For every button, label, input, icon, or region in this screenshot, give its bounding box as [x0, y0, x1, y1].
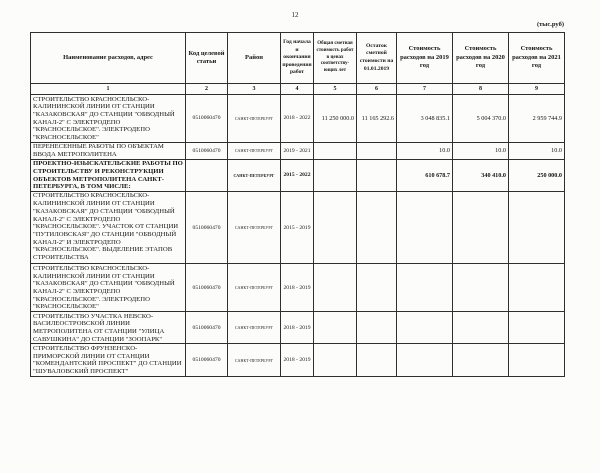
- remaining-cost-cell: [357, 312, 397, 344]
- district-cell: САНКТ-ПЕТЕРБУРГ: [228, 142, 281, 159]
- column-header-cost-2019: Стоимость расходов на 2019 год: [397, 33, 453, 84]
- header-row: [31, 33, 565, 84]
- total-cost-cell: [314, 191, 357, 264]
- expense-name-cell: СТРОИТЕЛЬСТВО ФРУНЗЕНСКО-ПРИМОРСКОЙ ЛИНИИ ОТ СТАНЦИИ "КОМЕНДАНТСКИЙ ПРОСПЕКТ" ДО СТАНЦИИ "ШУВАЛОВСКИЙ ПРОСПЕКТ": [31, 344, 186, 377]
- cost-2020-cell: [453, 264, 509, 312]
- cost-2019-cell: [397, 191, 453, 264]
- column-header-cost-2020: Стоимость расходов на 2020 год: [453, 33, 509, 84]
- years-cell: 2015 - 2022: [281, 159, 314, 191]
- page-number: 12: [291, 11, 299, 19]
- code-cell: 0510060470: [186, 191, 228, 264]
- total-cost-cell: [314, 159, 357, 191]
- code-cell: 0510060470: [186, 344, 228, 377]
- district-cell: САНКТ-ПЕТЕРБУРГ: [228, 95, 281, 143]
- district-cell: САНКТ-ПЕТЕРБУРГ: [228, 191, 281, 264]
- cost-2020-cell: 10.0: [453, 142, 509, 159]
- table-row: [31, 191, 565, 264]
- cost-2021-cell: [509, 344, 565, 377]
- expense-name-cell: СТРОИТЕЛЬСТВО КРАСНОСЕЛЬСКО-КАЛИНИНСКОЙ ЛИНИИ ОТ СТАНЦИИ "КАЗАКОВСКАЯ" ДО СТАНЦИИ "ОБВОДНЫЙ КАНАЛ-2" С ЭЛЕКТРОДЕПО "КРАСНОСЕЛЬСКОЕ". УЧАСТОК ОТ СТАНЦИИ "ПУТИЛОВСКАЯ" ДО СТАНЦИИ "ОБВОДНЫЙ КАНАЛ-2" И ЭЛЕКТРОДЕПО "КРАСНОСЕЛЬСКОЕ". ВЫДЕЛЕНИЕ ЭТАПОВ СТРОИТЕЛЬСТВА: [31, 191, 186, 264]
- expense-name-cell: ПЕРЕНЕСЕННЫЕ РАБОТЫ ПО ОБЪЕКТАМ ВВОДА МЕТРОПОЛИТЕНА: [31, 142, 186, 159]
- table-row: [31, 344, 565, 377]
- remaining-cost-cell: [357, 191, 397, 264]
- column-header-district: Район: [228, 33, 281, 84]
- district-cell: САНКТ-ПЕТЕРБУРГ: [228, 344, 281, 377]
- cost-2021-cell: [509, 264, 565, 312]
- cost-2019-cell: 10.0: [397, 142, 453, 159]
- expense-name-cell: СТРОИТЕЛЬСТВО КРАСНОСЕЛЬСКО-КАЛИНИНСКОЙ ЛИНИИ ОТ СТАНЦИИ "КАЗАКОВСКАЯ" ДО СТАНЦИИ "ОБВОДНЫЙ КАНАЛ-2" С ЭЛЕКТРОДЕПО "КРАСНОСЕЛЬСКОЕ". ЭЛЕКТРОДЕПО "КРАСНОСЕЛЬСКОЕ": [31, 95, 186, 143]
- code-cell: 0510060470: [186, 95, 228, 143]
- column-number: 6: [357, 84, 397, 95]
- years-cell: 2018 - 2019: [281, 264, 314, 312]
- cost-2020-cell: 5 004 370.0: [453, 95, 509, 143]
- expenses-table: [30, 32, 565, 377]
- years-cell: 2019 - 2021: [281, 142, 314, 159]
- years-cell: 2015 - 2019: [281, 191, 314, 264]
- total-cost-cell: [314, 264, 357, 312]
- cost-2021-cell: [509, 191, 565, 264]
- cost-2021-cell: 250 000.0: [509, 159, 565, 191]
- cost-2019-cell: 3 048 835.1: [397, 95, 453, 143]
- column-number: 2: [186, 84, 228, 95]
- column-number: 1: [31, 84, 186, 95]
- column-header-total-cost: Общая сметная стоимость работ в ценах соответствующих лет: [314, 33, 357, 84]
- expense-name-cell: СТРОИТЕЛЬСТВО УЧАСТКА НЕВСКО-ВАСИЛЕОСТРОВСКОЙ ЛИНИИ МЕТРОПОЛИТЕНА ОТ СТАНЦИИ "УЛИЦА САВУШКИНА" ДО СТАНЦИИ "ЗООПАРК": [31, 312, 186, 344]
- table-row: [31, 264, 565, 312]
- table-row: [31, 312, 565, 344]
- table-row: [31, 95, 565, 143]
- cost-2019-cell: 610 678.7: [397, 159, 453, 191]
- column-number: 9: [509, 84, 565, 95]
- column-number-row: [31, 84, 565, 95]
- total-cost-cell: [314, 344, 357, 377]
- table-row-summary: [31, 159, 565, 191]
- column-number: 7: [397, 84, 453, 95]
- remaining-cost-cell: 11 165 292.6: [357, 95, 397, 143]
- years-cell: 2018 - 2019: [281, 344, 314, 377]
- column-header-remaining-cost: Остаток сметной стоимости на 01.01.2019: [357, 33, 397, 84]
- expense-name-cell: СТРОИТЕЛЬСТВО КРАСНОСЕЛЬСКО-КАЛИНИНСКОЙ ЛИНИИ ОТ СТАНЦИИ "КАЗАКОВСКАЯ" ДО СТАНЦИИ "ОБВОДНЫЙ КАНАЛ-2" С ЭЛЕКТРОДЕПО "КРАСНОСЕЛЬСКОЕ". ЭЛЕКТРОДЕПО "КРАСНОСЕЛЬСКОЕ": [31, 264, 186, 312]
- years-cell: 2018 - 2022: [281, 95, 314, 143]
- column-number: 5: [314, 84, 357, 95]
- cost-2020-cell: [453, 312, 509, 344]
- cost-2021-cell: 10.0: [509, 142, 565, 159]
- remaining-cost-cell: [357, 344, 397, 377]
- cost-2021-cell: 2 959 744.9: [509, 95, 565, 143]
- cost-2019-cell: [397, 264, 453, 312]
- total-cost-cell: 11 250 000.0: [314, 95, 357, 143]
- column-number: 8: [453, 84, 509, 95]
- column-header-cost-2021: Стоимость расходов на 2021 год: [509, 33, 565, 84]
- column-header-name: Наименование расходов, адрес: [31, 33, 186, 84]
- district-cell: САНКТ-ПЕТЕРБУРГ: [228, 159, 281, 191]
- cost-2021-cell: [509, 312, 565, 344]
- cost-2019-cell: [397, 312, 453, 344]
- column-number: 4: [281, 84, 314, 95]
- code-cell: [186, 159, 228, 191]
- remaining-cost-cell: [357, 264, 397, 312]
- cost-2020-cell: [453, 191, 509, 264]
- code-cell: 0510060470: [186, 142, 228, 159]
- district-cell: САНКТ-ПЕТЕРБУРГ: [228, 312, 281, 344]
- expense-name-cell: ПРОЕКТНО-ИЗЫСКАТЕЛЬСКИЕ РАБОТЫ ПО СТРОИТЕЛЬСТВУ И РЕКОНСТРУКЦИИ ОБЪЕКТОВ МЕТРОПОЛИТЕНА САНКТ-ПЕТЕРБУРГА, В ТОМ ЧИСЛЕ:: [31, 159, 186, 191]
- remaining-cost-cell: [357, 159, 397, 191]
- units-label: (тыс.руб): [536, 21, 564, 28]
- remaining-cost-cell: [357, 142, 397, 159]
- code-cell: 0510060470: [186, 264, 228, 312]
- column-header-code: Код целевой статьи: [186, 33, 228, 84]
- table-row: [31, 142, 565, 159]
- total-cost-cell: [314, 142, 357, 159]
- cost-2020-cell: 340 410.0: [453, 159, 509, 191]
- total-cost-cell: [314, 312, 357, 344]
- district-cell: САНКТ-ПЕТЕРБУРГ: [228, 264, 281, 312]
- column-number: 3: [228, 84, 281, 95]
- cost-2019-cell: [397, 344, 453, 377]
- cost-2020-cell: [453, 344, 509, 377]
- code-cell: 0510060470: [186, 312, 228, 344]
- years-cell: 2018 - 2019: [281, 312, 314, 344]
- column-header-years: Год начала и окончания проведения работ: [281, 33, 314, 84]
